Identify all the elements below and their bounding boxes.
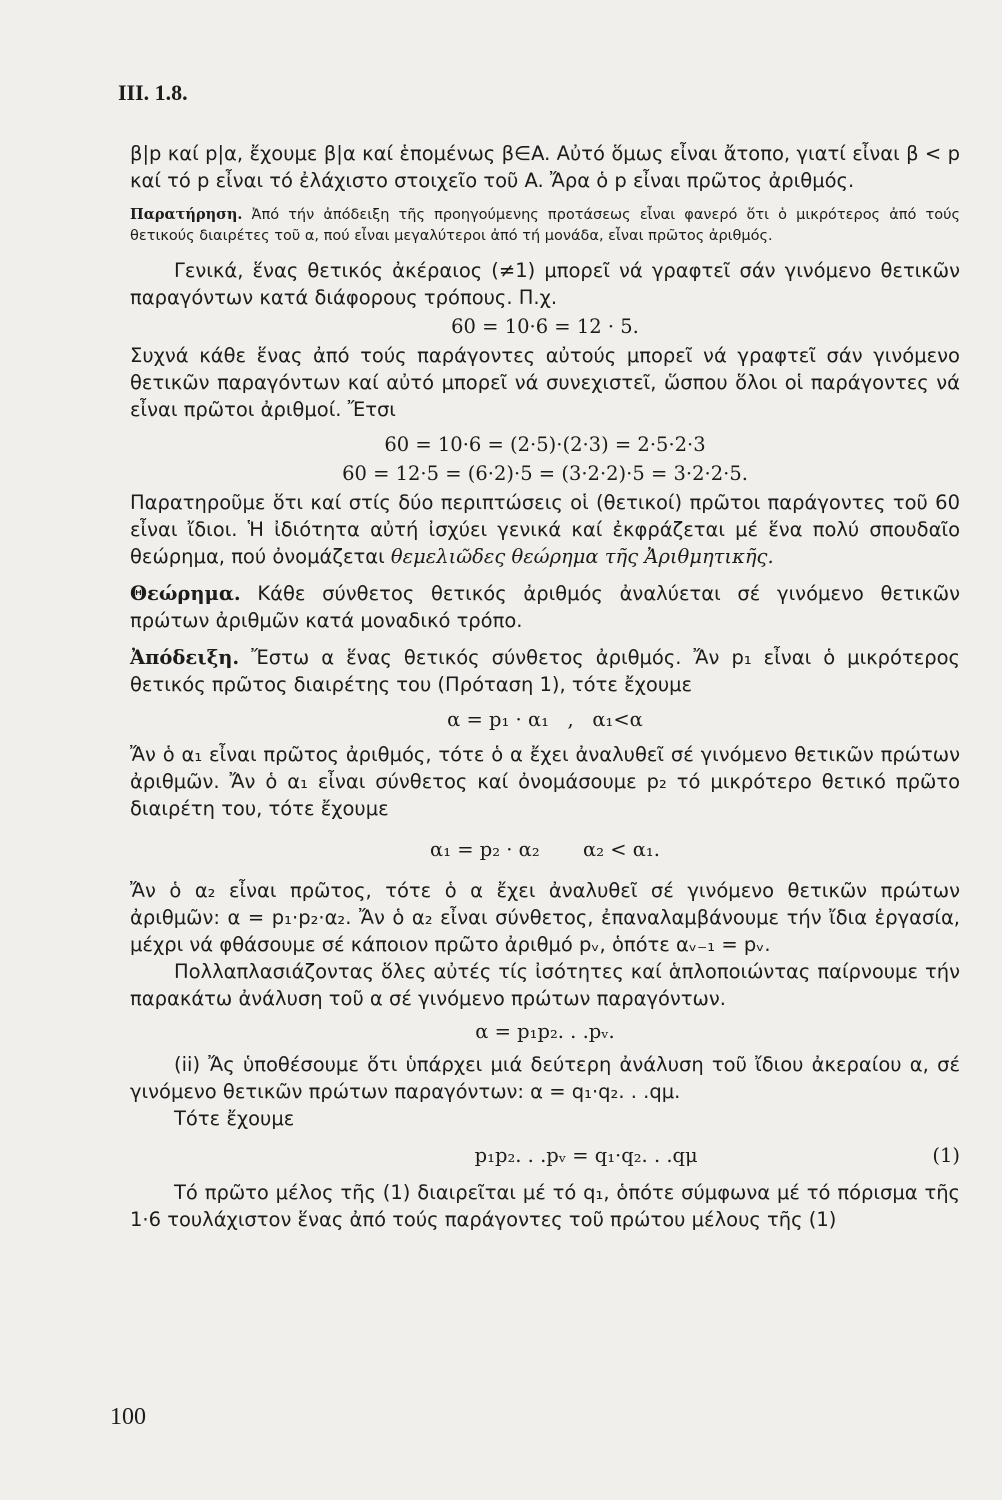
equation-7 — [130, 1142, 960, 1169]
paragraph-1: β|p καί p|α, ἔχουμε β|α καί ἑπομένως β∈A. Αὐτό ὅμως εἶναι ἄτοπο, γιατί εἶναι β < p καί τό p εἶναι τό ἐλάχιστο στοιχεῖο τοῦ A. Ἄρα ὁ p εἶναι πρῶτος ἀριθμός. — [130, 142, 960, 192]
remark — [130, 204, 960, 247]
paragraph-10: Τό πρῶτο μέλος τῆς (1) διαιρεῖται μέ τό q₁, ὁπότε σύμφωνα μέ τό πόρισμα τῆς 1·6 τουλάχιστον ἕνας ἀπό τούς παράγοντες τοῦ πρώτου μέλους τῆς (1) — [130, 1181, 960, 1231]
equation-1: 60 = 10·6 = 12 · 5. — [451, 315, 639, 338]
theorem — [130, 580, 960, 634]
body-text — [130, 140, 960, 1233]
equation-5: α₁ = p₂ · α₂ α₂ < α₁. — [430, 838, 660, 861]
paragraph-8: (ii) Ἄς ὑποθέσουμε ὅτι ὑπάρχει μιά δεύτερη ἀνάλυση τοῦ ἴδιου ἀκεραίου α, σέ γινόμενο θετικῶν πρώτων παραγόντων: α = q₁·q₂. . .qμ. — [130, 1053, 960, 1103]
remark-label: Παρατήρηση. — [130, 206, 243, 223]
theorem-label: Θεώρημα. — [130, 582, 241, 605]
equation-3: 60 = 12·5 = (6·2)·5 = (3·2·2)·5 = 3·2·2·5. — [342, 462, 748, 485]
paragraph-2: Γενικά, ἕνας θετικός ἀκέραιος (≠1) μπορεῖ νά γραφτεῖ σάν γινόμενο θετικῶν παραγόντων κατά διάφορους τρόπους. Π.χ. — [130, 259, 960, 309]
paragraph-3: Συχνά κάθε ἕνας ἀπό τούς παράγοντες αὐτούς μπορεῖ νά γραφτεῖ σάν γινόμενο θετικῶν παραγόντων καί αὐτό μπορεῖ νά συνεχιστεῖ, ὥσπου ὅλοι οἱ παράγοντες νά εἶναι πρῶτοι ἀριθμοί. Ἔτσι — [130, 344, 960, 421]
proof — [130, 644, 960, 698]
paragraph-9: Τότε ἔχουμε — [174, 1107, 295, 1130]
paragraph-6: Ἄν ὁ α₂ εἶναι πρῶτος, τότε ὁ α ἔχει ἀναλυθεῖ σέ γινόμενο θετικῶν πρώτων ἀριθμῶν: α = p₁·p₂·α₂. Ἄν ὁ α₂ εἶναι σύνθετος, ἐπαναλαμβάνουμε τήν ἴδια ἐργασία, μέχρι νά φθάσουμε σέ κάποιον πρῶτο ἀριθμό pᵥ, ὁπότε αᵥ₋₁ = pᵥ. — [130, 879, 960, 956]
equation-7-body: p₁p₂. . .pᵥ = q₁·q₂. . .qμ — [474, 1144, 698, 1167]
paragraph-4-text: Παρατηροῦμε ὅτι καί στίς δύο περιπτώσεις οἱ (θετικοί) πρῶτοι παράγοντες τοῦ 60 εἶναι ἴδιοι. Ἡ ἰδιότητα αὐτή ἰσχύει γενικά καί ἐκφράζεται μέ ἕνα πολύ σπουδαῖο θεώρημα, πού ὀνομάζεται — [130, 491, 960, 568]
equation-4: α = p₁ · α₁ , α₁<α — [447, 708, 643, 731]
paragraph-7: Πολλαπλασιάζοντας ὅλες αὐτές τίς ἰσότητες καί ἁπλοποιώντας παίρνουμε τήν παρακάτω ἀνάλυση τοῦ α σέ γινόμενο πρώτων παραγόντων. — [130, 960, 960, 1010]
theorem-text: Κάθε σύνθετος θετικός ἀριθμός ἀναλύεται σέ γινόμενο θετικῶν πρώτων ἀριθμῶν κατά μοναδικό τρόπο. — [130, 582, 960, 632]
proof-text: Ἔστω α ἕνας θετικός σύνθετος ἀριθμός. Ἄν p₁ εἶναι ὁ μικρότερος θετικός πρῶτος διαιρέτης του (Πρόταση 1), τότε ἔχουμε — [130, 646, 960, 696]
equation-2: 60 = 10·6 = (2·5)·(2·3) = 2·5·2·3 — [384, 433, 706, 456]
equation-6: α = p₁p₂. . .pᵥ. — [475, 1020, 615, 1043]
equation-7-number: (1) — [932, 1144, 960, 1167]
remark-text: Ἀπό τήν ἀπόδειξη τῆς προηγούμενης προτάσεως εἶναι φανερό ὅτι ὁ μικρότερος ἀπό τούς θετικούς διαιρέτες τοῦ α, πού εἶναι μεγαλύτεροι ἀπό τή μονάδα, εἶναι πρῶτος ἀριθμός. — [130, 207, 960, 244]
page-number: 100 — [110, 1404, 146, 1430]
proof-label: Ἀπόδειξη. — [130, 646, 240, 669]
section-header: III. 1.8. — [118, 80, 188, 105]
paragraph-4 — [130, 489, 960, 570]
fundamental-theorem-term: θεμελιῶδες θεώρημα τῆς Ἀριθμητικῆς. — [390, 545, 774, 568]
paragraph-5: Ἄν ὁ α₁ εἶναι πρῶτος ἀριθμός, τότε ὁ α ἔχει ἀναλυθεῖ σέ γινόμενο θετικῶν πρώτων ἀριθμῶν. Ἄν ὁ α₁ εἶναι σύνθετος καί ὀνομάσουμε p₂ τό μικρότερο θετικό πρῶτο διαιρέτη του, τότε ἔχουμε — [130, 743, 960, 820]
